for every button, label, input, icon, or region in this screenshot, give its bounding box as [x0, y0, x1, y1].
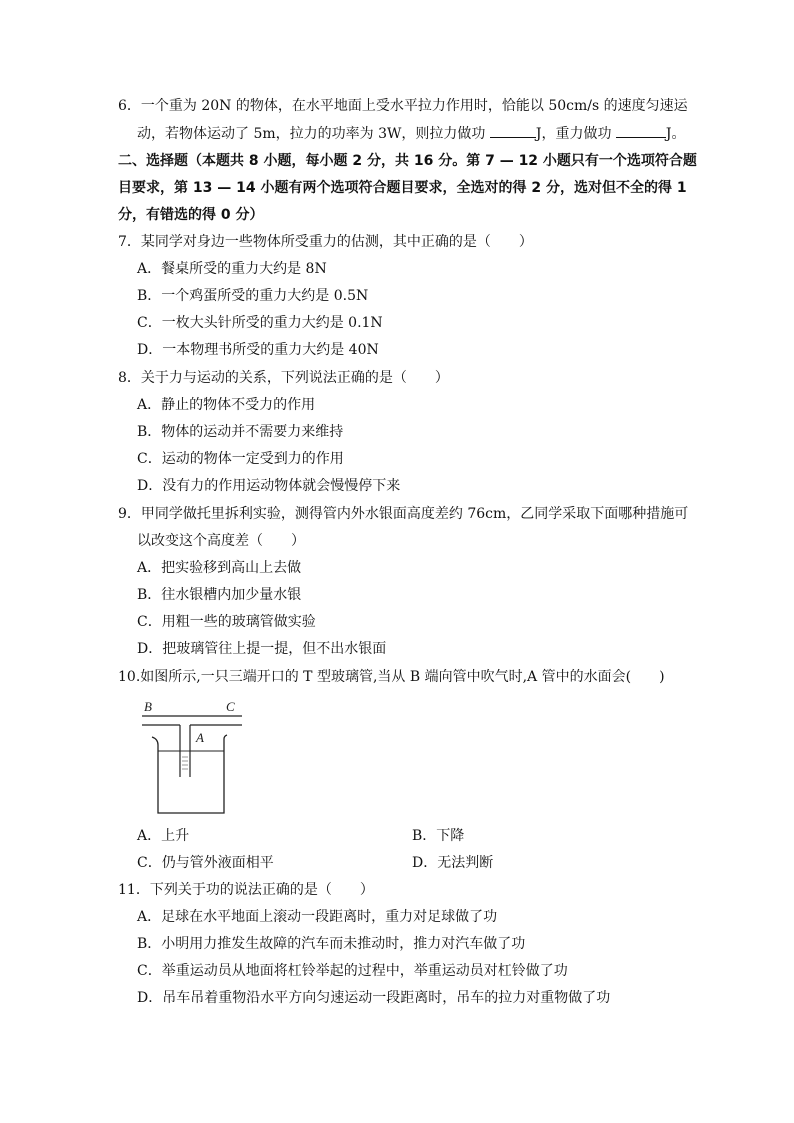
q9-option-a[interactable]: A．把实验移到高山上去做 — [137, 560, 302, 576]
q9-option-c[interactable]: C．用粗一些的玻璃管做实验 — [137, 614, 316, 630]
q7-option-c[interactable]: C．一枚大头针所受的重力大约是 0.1N — [137, 315, 383, 331]
q9-stem-line1: 9．甲同学做托里拆利实验，测得管内外水银面高度差约 76cm，乙同学采取下面哪种措施可 — [118, 506, 689, 522]
figure-label-c: C — [226, 699, 235, 714]
q11-stem: 11．下列关于功的说法正确的是（ ） — [118, 882, 374, 898]
q7-stem: 7．某同学对身边一些物体所受重力的估测，其中正确的是（ ） — [118, 234, 533, 250]
section2-header-line3: 分，有错选的得 0 分） — [118, 207, 264, 223]
q11-option-b[interactable]: B．小明用力推发生故障的汽车而未推动时，推力对汽车做了功 — [137, 936, 526, 952]
q8-stem: 8．关于力与运动的关系，下列说法正确的是（ ） — [118, 370, 449, 386]
q11-option-a[interactable]: A．足球在水平地面上滚动一段距离时，重力对足球做了功 — [137, 909, 498, 925]
q10-option-b[interactable]: B．下降 — [412, 828, 465, 844]
q7-option-d[interactable]: D．一本物理书所受的重力大约是 40N — [137, 342, 379, 358]
q8-option-c[interactable]: C．运动的物体一定受到力的作用 — [137, 451, 344, 467]
q9-option-b[interactable]: B．往水银槽内加少量水银 — [137, 587, 302, 603]
q8-option-d[interactable]: D．没有力的作用运动物体就会慢慢停下来 — [137, 478, 401, 494]
q6-line1: 6．一个重为 20N 的物体，在水平地面上受水平拉力作用时，恰能以 50cm/s 的速度匀速运 — [118, 98, 688, 114]
q10-option-a[interactable]: A．上升 — [137, 828, 190, 844]
t-tube-beaker-figure — [138, 695, 250, 820]
q8-option-a[interactable]: A．静止的物体不受力的作用 — [137, 397, 316, 413]
section2-header-line2: 目要求，第 13 — 14 小题有两个选项符合题目要求，全选对的得 2 分，选对但不全的得 1 — [118, 180, 687, 196]
q9-option-d[interactable]: D．把玻璃管往上提一提，但不出水银面 — [137, 641, 387, 657]
q6-line2-part2: J，重力做功 — [535, 126, 616, 142]
q9-stem-line2: 以改变这个高度差（ ） — [137, 533, 305, 549]
q6-line2-part3: J。 — [665, 126, 686, 142]
q11-option-c[interactable]: C．举重运动员从地面将杠铃举起的过程中，举重运动员对杠铃做了功 — [137, 963, 568, 979]
section2-header-line1: 二、选择题（本题共 8 小题，每小题 2 分，共 16 分。第 7 — 12 小题只有一个选项符合题 — [118, 153, 697, 169]
figure-label-b: B — [144, 699, 152, 714]
q10-stem: 10.如图所示,一只三端开口的 T 型玻璃管,当从 B 端向管中吹气时,A 管中的水面会( ) — [118, 669, 665, 685]
q10-option-c[interactable]: C．仍与管外液面相平 — [137, 855, 274, 871]
q11-option-d[interactable]: D．吊车吊着重物沿水平方向匀速运动一段距离时，吊车的拉力对重物做了功 — [137, 990, 611, 1006]
q7-option-b[interactable]: B．一个鸡蛋所受的重力大约是 0.5N — [137, 288, 369, 304]
q7-option-a[interactable]: A．餐桌所受的重力大约是 8N — [137, 261, 327, 277]
q6-gravity-work-blank[interactable] — [616, 123, 666, 138]
q6-line2 — [137, 123, 686, 144]
q8-option-b[interactable]: B．物体的运动并不需要力来维持 — [137, 424, 344, 440]
q6-work-blank[interactable] — [490, 123, 536, 138]
figure-label-a: A — [196, 730, 204, 745]
q6-line2-part1: 动，若物体运动了 5m，拉力的功率为 3W，则拉力做功 — [137, 126, 490, 142]
q10-option-d[interactable]: D．无法判断 — [412, 855, 494, 871]
